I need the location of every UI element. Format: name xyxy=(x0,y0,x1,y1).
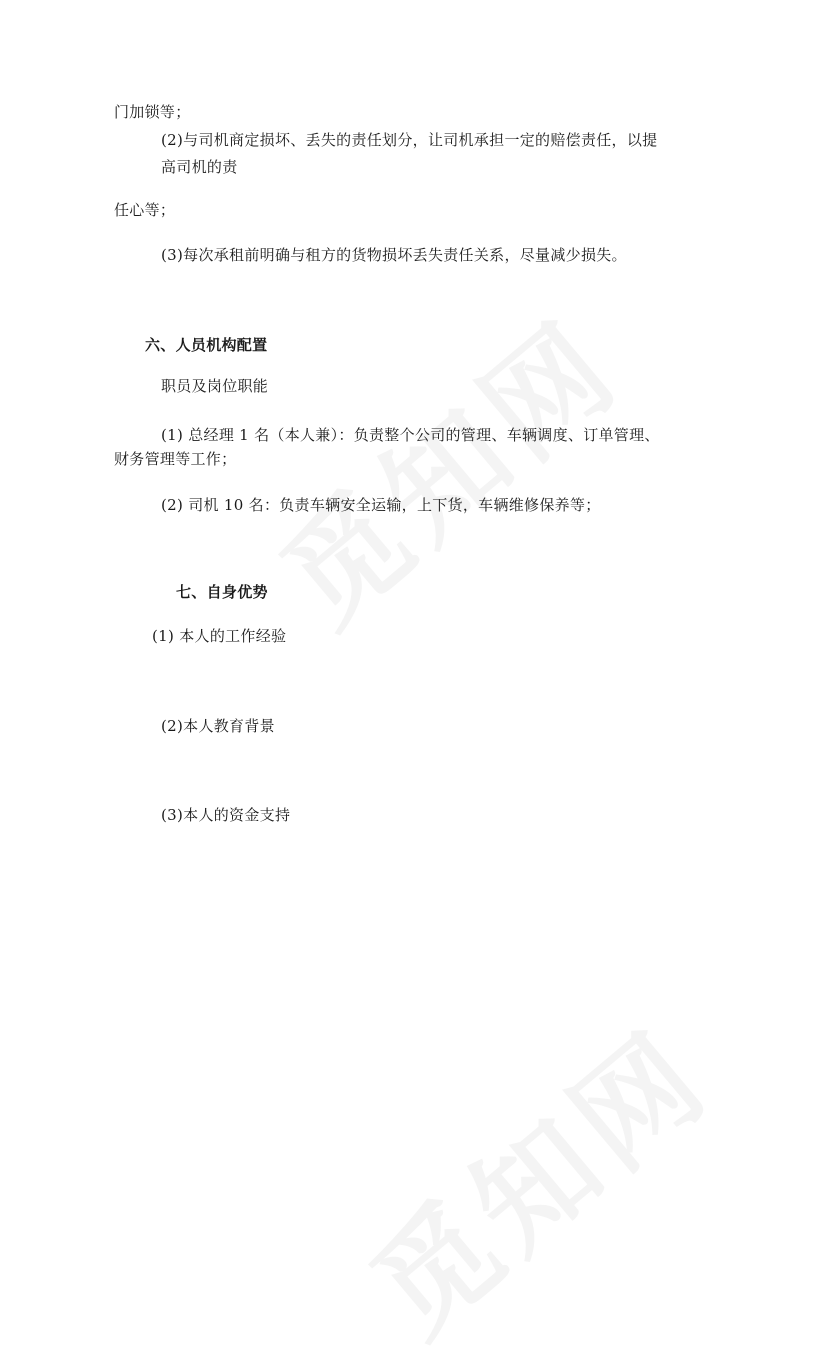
section-6-subheading: 职员及岗位职能 xyxy=(161,377,269,395)
section-6-heading: 六、人员机构配置 xyxy=(145,336,268,354)
watermark xyxy=(240,275,649,657)
section-7-heading: 七、自身优势 xyxy=(176,583,268,601)
text-line-1: 门加锁等； xyxy=(114,103,191,121)
section-6-item-1-line-2: 财务管理等工作； xyxy=(114,450,237,468)
section-6-item-2: (2) 司机 10 名：负责车辆安全运输，上下货，车辆维修保养等； xyxy=(161,496,601,514)
watermark-bottom xyxy=(330,985,739,1367)
section-6-item-1-line-1: (1) 总经理 1 名（本人兼）：负责整个公司的管理、车辆调度、订单管理、 xyxy=(161,426,660,444)
section-7-item-3: (3)本人的资金支持 xyxy=(161,806,291,824)
section-7-item-1: (1) 本人的工作经验 xyxy=(152,627,287,645)
text-line-2: (2)与司机商定损坏、丢失的责任划分，让司机承担一定的赔偿责任，以提 xyxy=(161,131,658,149)
text-line-5: (3)每次承租前明确与租方的货物损坏丢失责任关系，尽量减少损失。 xyxy=(161,246,627,264)
text-line-4: 任心等； xyxy=(114,201,176,219)
text-line-3: 高司机的责 xyxy=(161,158,238,176)
section-7-item-2: (2)本人教育背景 xyxy=(161,717,275,735)
